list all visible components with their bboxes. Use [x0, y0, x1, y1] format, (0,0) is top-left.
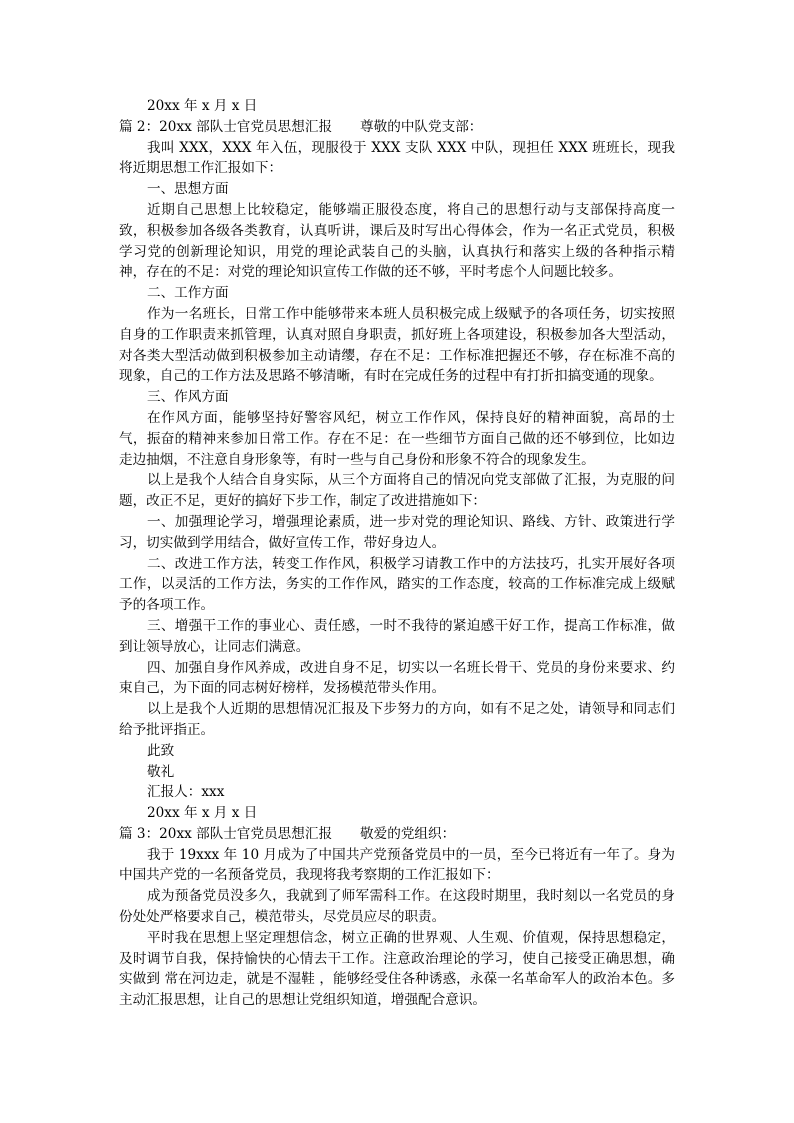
- closing-line: 敬礼: [147, 763, 175, 780]
- reporter-line: 汇报人：xxx: [147, 784, 225, 801]
- section-title: 篇 3：20xx 部队士官党员思想汇报: [119, 825, 333, 842]
- paragraph: 在作风方面，能够坚持好警容风纪，树立工作作风，保持良好的精神面貌，高昂的士气，振奋的精神来参加日常工作。存在不足：在一些细节方面自己做的还不够到位，比如边走边抽烟，不注意自身形象等，有时一些与自己身份和形象不符合的现象发生。: [119, 409, 675, 468]
- section-heading: [119, 824, 675, 845]
- subheading: 三、作风方面: [147, 389, 229, 406]
- document-body: [119, 96, 675, 1011]
- subheading: 一、思想方面: [147, 181, 229, 198]
- closing-line: 此致: [147, 742, 175, 759]
- date-line: 20xx 年 x 月 x 日: [147, 98, 258, 114]
- paragraph: 以上是我个人结合自身实际，从三个方面将自己的情况向党支部做了汇报，为克服的问题，改正不足，更好的搞好下步工作，制定了改进措施如下：: [119, 472, 675, 510]
- section-title: 篇 2：20xx 部队士官党员思想汇报: [119, 118, 333, 135]
- paragraph: 二、改进工作方法，转变工作作风，积极学习请教工作中的方法技巧，扎实开展好各项工作，以灵活的工作方法，务实的工作作风，踏实的工作态度，较高的工作标准完成上级赋予的各项工作。: [119, 555, 675, 614]
- salutation: 敬爱的党组织：: [360, 825, 456, 842]
- section-heading: [119, 117, 675, 138]
- salutation: 尊敬的中队党支部：: [360, 118, 483, 135]
- paragraph: 三、增强干工作的事业心、责任感，一时不我待的紧迫感干好工作，提高工作标准，做到让领导放心，让同志们满意。: [119, 617, 675, 655]
- paragraph: 我叫 XXX，XXX 年入伍，现服役于 XXX 支队 XXX 中队，现担任 XXX 班班长，现我将近期思想工作汇报如下：: [119, 139, 675, 177]
- paragraph: 四、加强自身作风养成，改进自身不足，切实以一名班长骨干、党员的身份来要求、约束自己，为下面的同志树好榜样，发扬模范带头作用。: [119, 659, 675, 697]
- paragraph: 以上是我个人近期的思想情况汇报及下步努力的方向，如有不足之处，请领导和同志们给予批评指正。: [119, 701, 675, 738]
- paragraph: 近期自己思想上比较稳定，能够端正服役态度，将自己的思想行动与支部保持高度一致，积极参加各级各类教育，认真听讲，课后及时写出心得体会，作为一名正式党员，积极学习党的创新理论知识，用党的理论武装自己的头脑，认真执行和落实上级的各种指示精神，存在的不足：对党的理论知识宣传工作做的还不够，平时考虑个人问题比较多。: [119, 201, 675, 281]
- paragraph: 成为预备党员没多久，我就到了师军需科工作。在这段时期里，我时刻以一名党员的身份处处严格要求自己，模范带头，尽党员应尽的职责。: [119, 888, 675, 926]
- paragraph: 平时我在思想上坚定理想信念，树立正确的世界观、人生观、价值观，保持思想稳定，及时调节自我，保持愉快的心情去干工作。注意政治理论的学习，使自己接受正确思想，确实做到 常在河边走，就是不湿鞋 ，能够经受住各种诱惑，永葆一名革命军人的政治本色。多主动汇报思想，让自己的思想让党组织知道，增强配合意识。: [119, 929, 675, 1009]
- paragraph: 我于 19xxx 年 10 月成为了中国共产党预备党员中的一员，至今已将近有一年了。身为中国共产党的一名预备党员，我现将我考察期的工作汇报如下：: [119, 846, 675, 884]
- subheading: 二、工作方面: [147, 285, 229, 302]
- paragraph: 作为一名班长，日常工作中能够带来本班人员积极完成上级赋予的各项任务，切实按照自身的工作职责来抓管理，认真对照自身职责，抓好班上各项建设，积极参加各大型活动，对各类大型活动做到积极参加主动请缨，存在不足：工作标准把握还不够，存在标准不高的现象，自己的工作方法及思路不够清晰，有时在完成任务的过程中有打折扣搞变通的现象。: [119, 305, 675, 385]
- paragraph: 一、加强理论学习，增强理论素质，进一步对党的理论知识、路线、方针、政策进行学习，切实做到学用结合，做好宣传工作，带好身边人。: [119, 513, 675, 551]
- date-line: 20xx 年 x 月 x 日: [147, 805, 258, 822]
